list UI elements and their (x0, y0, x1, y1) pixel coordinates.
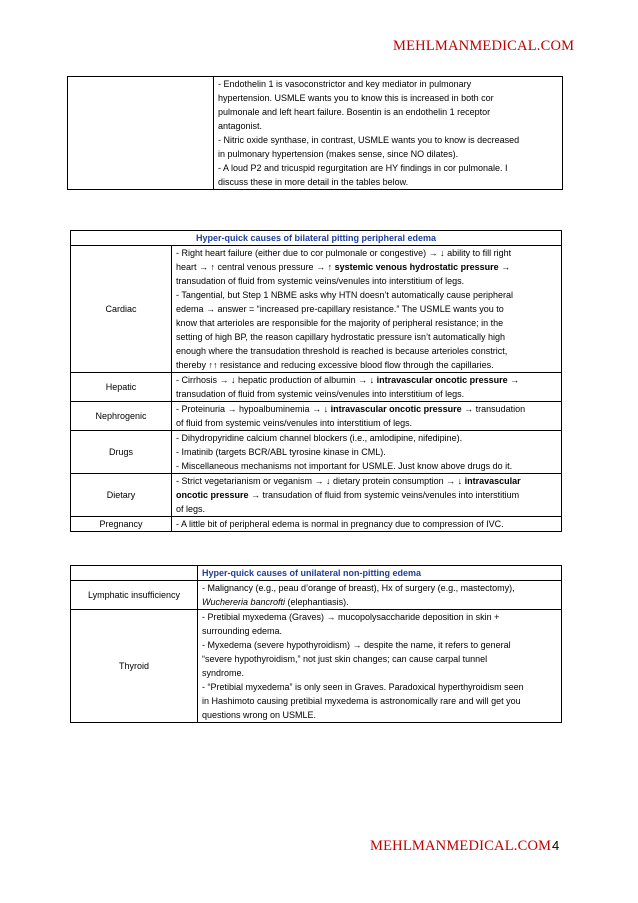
plain-text: of legs. (176, 504, 206, 514)
text-line (176, 274, 557, 288)
text-line (202, 595, 557, 609)
text-line (176, 402, 557, 416)
plain-text: → transudation of fluid from systemic veins/venules into interstitium (248, 490, 520, 500)
text-line (176, 387, 557, 401)
table-row (71, 373, 562, 402)
table-row (71, 431, 562, 474)
text-line (202, 638, 557, 652)
row-content (198, 581, 562, 610)
empty-title-cell (71, 566, 198, 581)
plain-text: - Tangential, but Step 1 NBME asks why HTN doesn’t automatically cause peripheral (176, 290, 513, 300)
plain-text: heart → ↑ central venous pressure → ↑ (176, 262, 335, 272)
text-line (176, 502, 557, 516)
row-label: Cardiac (71, 246, 172, 373)
text-line (176, 302, 557, 316)
row-label: Lymphatic insufficiency (71, 581, 198, 610)
row-content (172, 246, 562, 373)
header-brand: MEHLMANMEDICAL.COM (393, 38, 575, 54)
note-line: in pulmonary hypertension (makes sense, since NO dilates). (218, 149, 459, 159)
text-line (202, 680, 557, 694)
plain-text: → (507, 375, 520, 385)
note-line: hypertension. USMLE wants you to know this is increased in both cor (218, 93, 494, 103)
text-line (176, 517, 557, 531)
plain-text: - Proteinuria → hypoalbuminemia → ↓ (176, 404, 331, 414)
empty-label-cell (68, 77, 214, 190)
plain-text: setting of high BP, the reason capillary hydrostatic pressure isn’t automatically high (176, 332, 506, 342)
plain-text: edema → answer = “increased pre-capillary resistance.” The USMLE wants you to (176, 304, 504, 314)
emphasis-text: intravascular oncotic pressure (330, 404, 462, 414)
note-line: discuss these in more detail in the tables below. (218, 177, 409, 187)
table-row (71, 581, 562, 610)
row-content (172, 517, 562, 532)
emphasis-text: Wuchereria bancrofti (202, 597, 286, 607)
text-line (176, 316, 557, 330)
text-line (176, 431, 557, 445)
plain-text: - Miscellaneous mechanisms not important for USMLE. Just know above drugs do it. (176, 461, 513, 471)
table-row (68, 77, 563, 190)
emphasis-text: oncotic pressure (176, 490, 249, 500)
text-line (202, 652, 557, 666)
note-line: pulmonale and left heart failure. Bosentin is an endothelin 1 receptor (218, 107, 491, 117)
text-line (202, 624, 557, 638)
table-row (71, 402, 562, 431)
emphasis-text: intravascular (464, 476, 521, 486)
text-line (176, 344, 557, 358)
row-label: Drugs (71, 431, 172, 474)
note-line: - A loud P2 and tricuspid regurgitation are HY findings in cor pulmonale. I (218, 163, 508, 173)
page-number: 4 (552, 838, 560, 853)
plain-text: in Hashimoto causing pretibial myxedema is astronomically rare and will get you (202, 696, 521, 706)
plain-text: of fluid from systemic veins/venules into interstitium of legs. (176, 418, 413, 428)
plain-text: transudation of fluid from systemic veins/venules into interstitium of legs. (176, 389, 465, 399)
text-line (176, 260, 557, 274)
plain-text: thereby ↑↑ resistance and reducing excessive blood flow through the capillaries. (176, 360, 494, 370)
row-content (172, 474, 562, 517)
text-line (202, 666, 557, 680)
note-line: - Endothelin 1 is vasoconstrictor and key mediator in pulmonary (218, 79, 472, 89)
plain-text: - A little bit of peripheral edema is normal in pregnancy due to compression of IVC. (176, 519, 504, 529)
plain-text: “severe hypothyroidism,” not just skin changes; can cause carpal tunnel (202, 654, 488, 664)
row-label: Hepatic (71, 373, 172, 402)
row-content (172, 373, 562, 402)
plain-text: - Malignancy (e.g., peau d’orange of breast), Hx of surgery (e.g., mastectomy), (202, 583, 515, 593)
plain-text: - Strict vegetarianism or veganism → ↓ dietary protein consumption → ↓ (176, 476, 465, 486)
plain-text: (elephantiasis). (285, 597, 349, 607)
table-pulmonary-hypertension-notes (67, 76, 563, 190)
text-line (202, 708, 557, 722)
notes-cell (214, 77, 563, 190)
row-content (172, 431, 562, 474)
text-line (176, 445, 557, 459)
plain-text: know that arterioles are responsible for the majority of peripheral resistance; in the (176, 318, 504, 328)
row-label: Dietary (71, 474, 172, 517)
table-bilateral-pitting-edema (70, 230, 562, 532)
text-line (202, 610, 557, 624)
plain-text: - Myxedema (severe hypothyroidism) → despite the name, it refers to general (202, 640, 511, 650)
row-content (172, 402, 562, 431)
plain-text: enough where the transudation threshold is reached is because arterioles constrict, (176, 346, 508, 356)
text-line (202, 694, 557, 708)
table-row (71, 474, 562, 517)
plain-text: transudation of fluid from systemic veins/venules into interstitium of legs. (176, 276, 465, 286)
text-line (176, 288, 557, 302)
text-line (176, 474, 557, 488)
plain-text: → (498, 262, 511, 272)
text-line (176, 246, 557, 260)
emphasis-text: systemic venous hydrostatic pressure (334, 262, 499, 272)
plain-text: questions wrong on USMLE. (202, 710, 317, 720)
plain-text: - Imatinib (targets BCR/ABL tyrosine kinase in CML). (176, 447, 386, 457)
table-title: Hyper-quick causes of bilateral pitting peripheral edema (71, 231, 562, 246)
plain-text: - Cirrhosis → ↓ hepatic production of albumin → ↓ (176, 375, 377, 385)
plain-text: - Dihydropyridine calcium channel blockers (i.e., amlodipine, nifedipine). (176, 433, 463, 443)
plain-text: surrounding edema. (202, 626, 283, 636)
table-title: Hyper-quick causes of unilateral non-pitting edema (198, 566, 562, 581)
emphasis-text: intravascular oncotic pressure (376, 375, 508, 385)
plain-text: → transudation (461, 404, 526, 414)
note-line: antagonist. (218, 121, 263, 131)
table-row (71, 517, 562, 532)
table-unilateral-non-pitting-edema (70, 565, 562, 723)
table-row (71, 246, 562, 373)
text-line (176, 358, 557, 372)
text-line (176, 330, 557, 344)
table-title-row (71, 566, 562, 581)
row-label: Nephrogenic (71, 402, 172, 431)
plain-text: syndrome. (202, 668, 245, 678)
plain-text: - Right heart failure (either due to cor pulmonale or congestive) → ↓ ability to fill right (176, 248, 512, 258)
footer-brand: MEHLMANMEDICAL.COM (370, 838, 552, 854)
row-label: Pregnancy (71, 517, 172, 532)
plain-text: - “Pretibial myxedema” is only seen in Graves. Paradoxical hyperthyroidism seen (202, 682, 524, 692)
text-line (176, 373, 557, 387)
text-line (176, 459, 557, 473)
table-row (71, 610, 562, 723)
text-line (202, 581, 557, 595)
note-line: - Nitric oxide synthase, in contrast, USMLE wants you to know is decreased (218, 135, 520, 145)
row-label: Thyroid (71, 610, 198, 723)
row-content (198, 610, 562, 723)
plain-text: - Pretibial myxedema (Graves) → mucopolysaccharide deposition in skin + (202, 612, 500, 622)
text-line (176, 488, 557, 502)
table-title-row (71, 231, 562, 246)
text-line (176, 416, 557, 430)
